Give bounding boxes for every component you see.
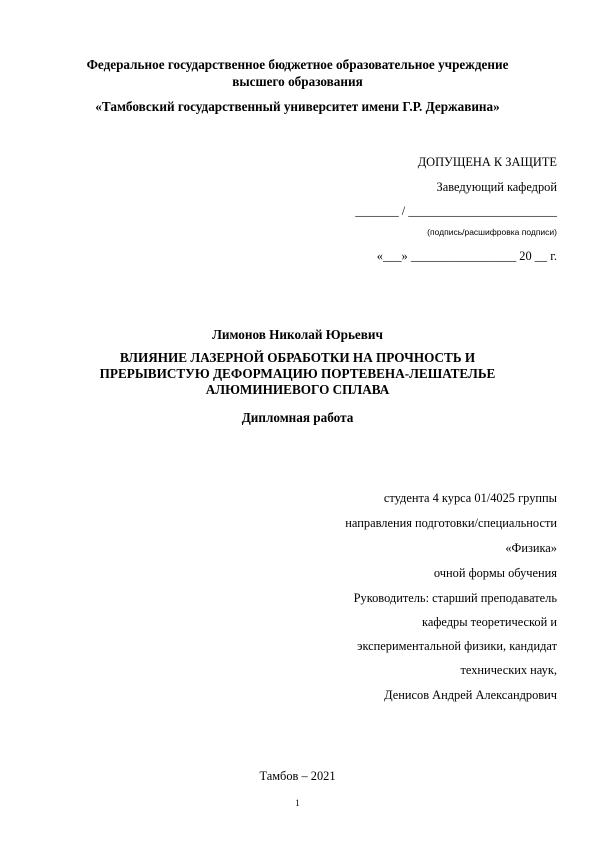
page-number: 1 bbox=[295, 798, 300, 808]
thesis-title-line-1: ВЛИЯНИЕ ЛАЗЕРНОЙ ОБРАБОТКИ НА ПРОЧНОСТЬ И bbox=[119, 350, 476, 365]
detail-line: студента 4 курса 01/4025 группы bbox=[383, 491, 557, 505]
detail-line: технических наук, bbox=[460, 663, 557, 677]
header-line-2: высшего образования bbox=[232, 74, 363, 89]
approval-title: ДОПУЩЕНА К ЗАЩИТЕ bbox=[417, 155, 557, 169]
supervisor-name: Денисов Андрей Александрович bbox=[384, 688, 557, 702]
thesis-title-line-3: АЛЮМИНИЕВОГО СПЛАВА bbox=[205, 382, 390, 397]
date-line: «___» _________________ 20 __ г. bbox=[376, 249, 557, 263]
signature-line: _______ / ________________________ bbox=[355, 204, 557, 218]
detail-line: экспериментальной физики, кандидат bbox=[357, 639, 557, 653]
detail-line: направления подготовки/специальности bbox=[345, 516, 557, 530]
university-name: «Тамбовский государственный университет имени Г.Р. Державина» bbox=[95, 99, 500, 114]
detail-line: Руководитель: старший преподаватель bbox=[353, 591, 557, 605]
approval-head: Заведующий кафедрой bbox=[436, 180, 557, 194]
detail-line: «Физика» bbox=[505, 541, 557, 555]
detail-line: кафедры теоретической и bbox=[422, 615, 557, 629]
work-type: Дипломная работа bbox=[241, 410, 354, 425]
author-name: Лимонов Николай Юрьевич bbox=[212, 327, 383, 342]
detail-line: очной формы обучения bbox=[433, 566, 557, 580]
thesis-title-line-2: ПРЕРЫВИСТУЮ ДЕФОРМАЦИЮ ПОРТЕВЕНА-ЛЕШАТЕЛЬЕ bbox=[99, 366, 496, 381]
signature-caption: (подпись/расшифровка подписи) bbox=[427, 227, 557, 237]
header-line-1: Федеральное государственное бюджетное образовательное учреждение bbox=[86, 57, 509, 72]
city-year: Тамбов – 2021 bbox=[259, 769, 336, 783]
